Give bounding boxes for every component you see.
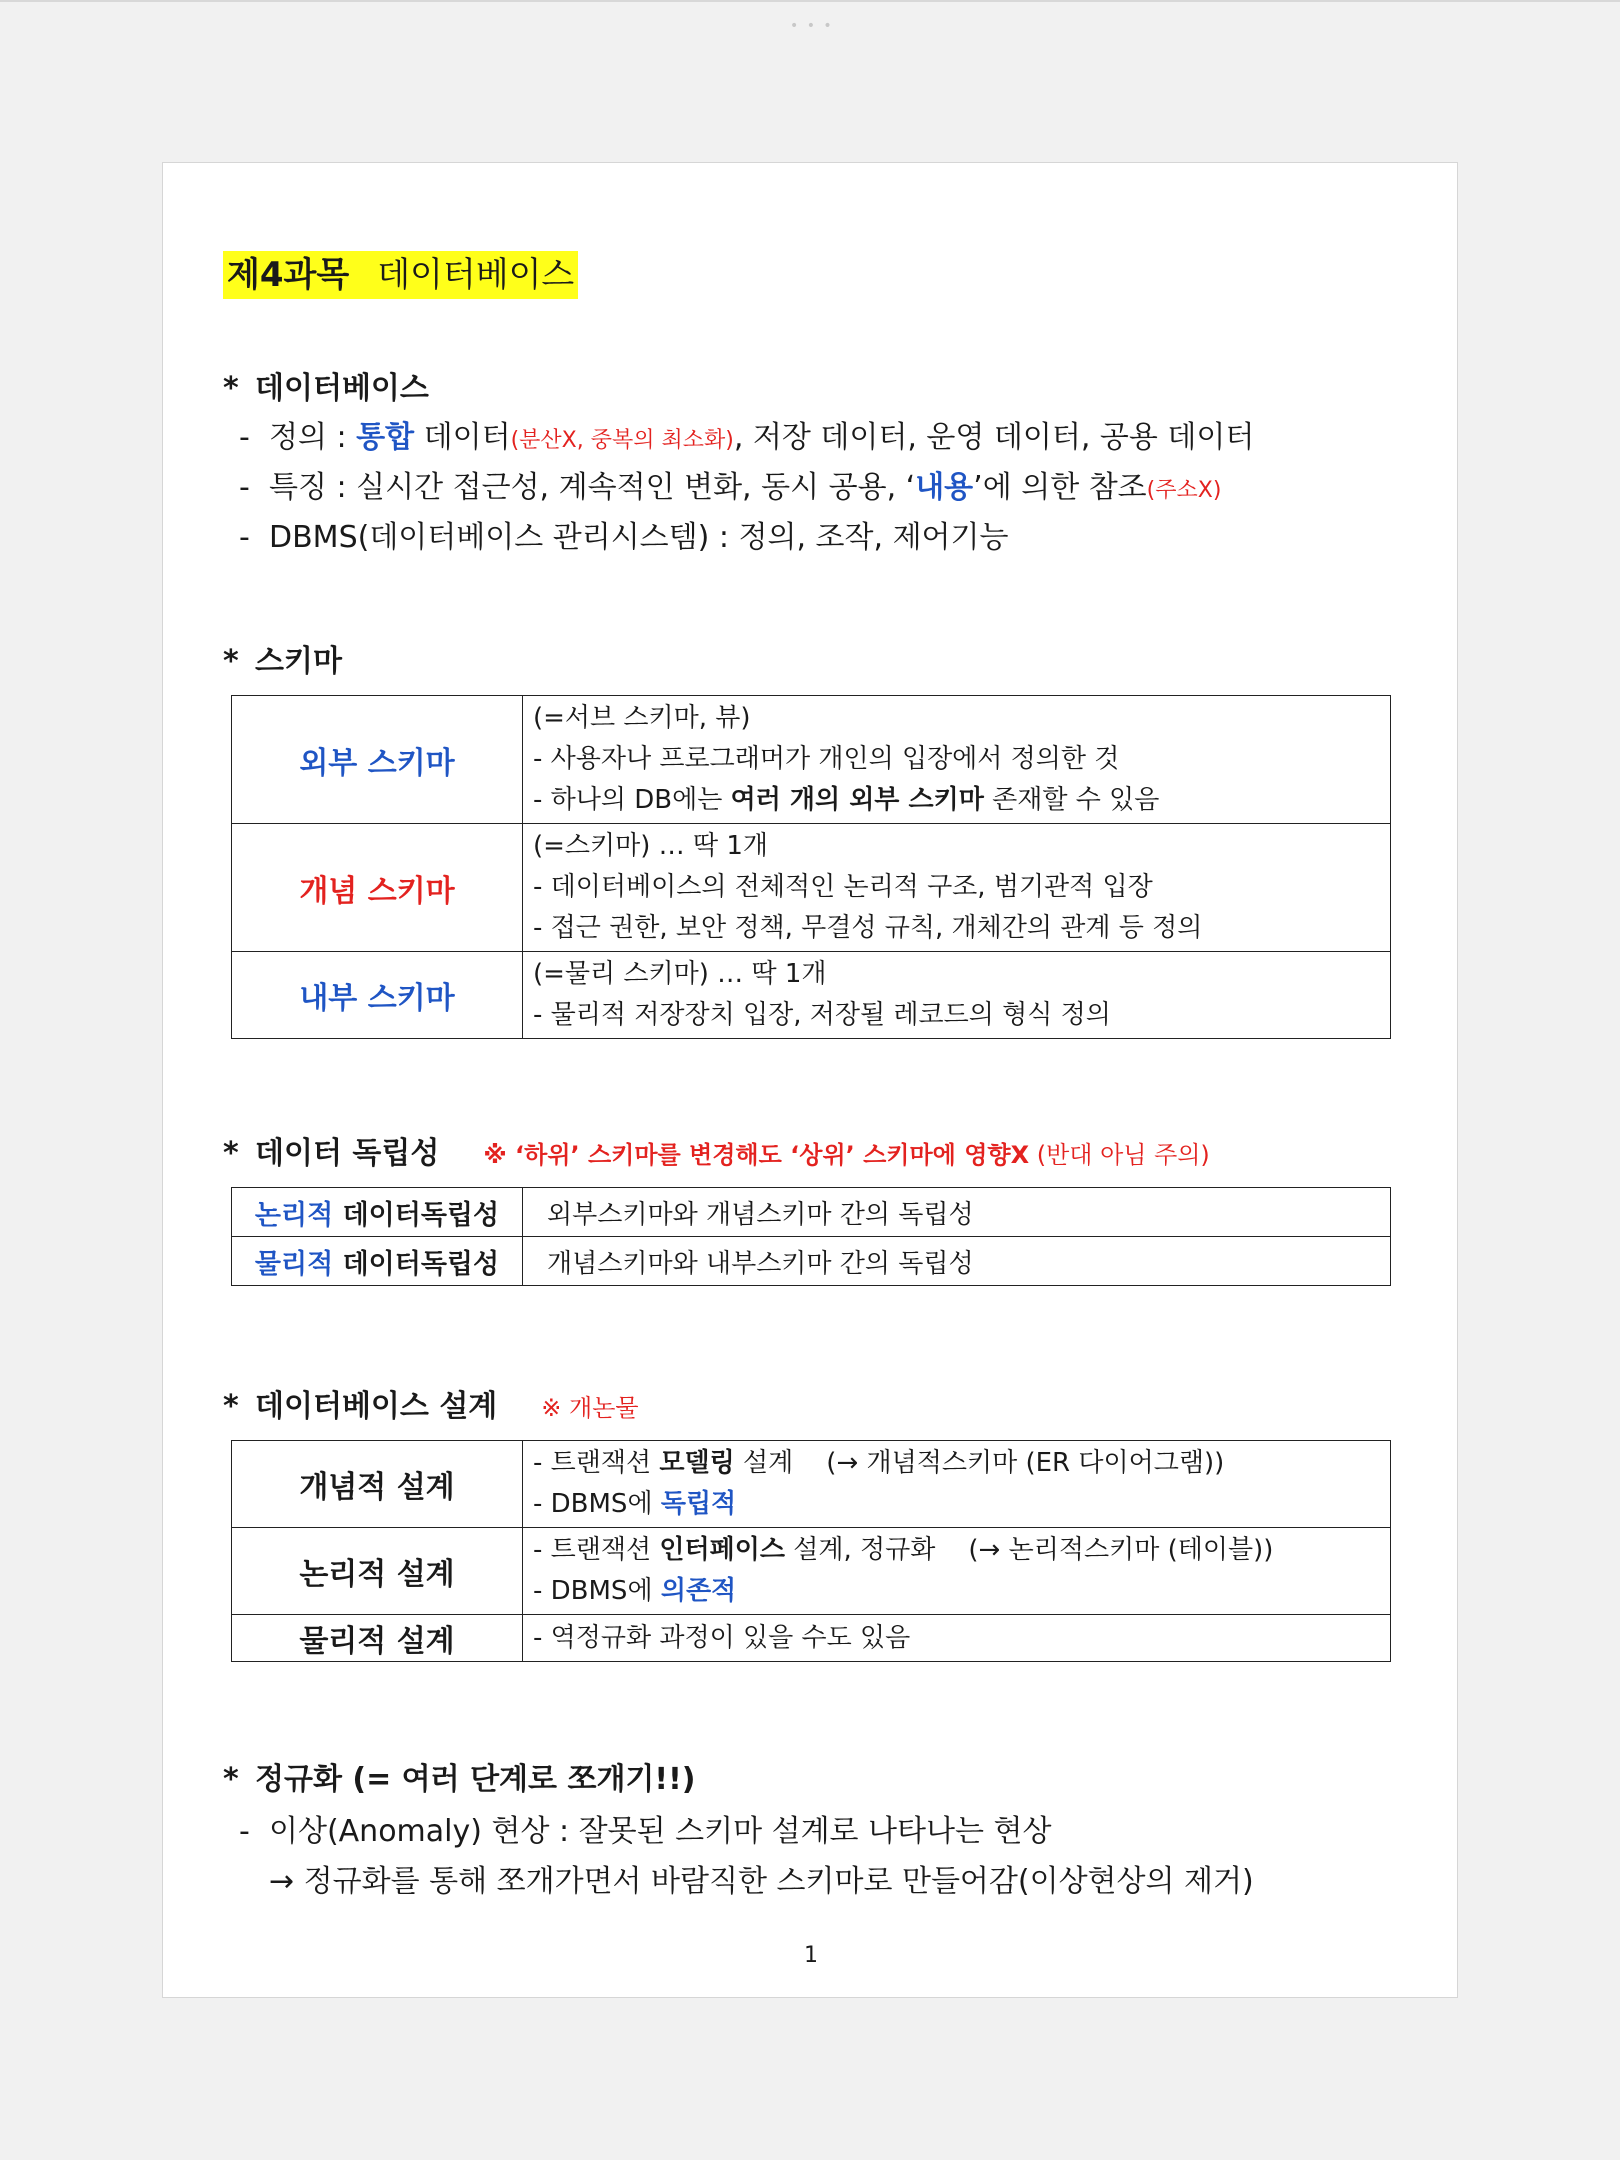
section-heading-design (223, 1381, 639, 1425)
blue-text: 독립적 (660, 1489, 737, 1519)
note-lite: (반대 아님 주의) (1029, 1141, 1210, 1169)
desc-line (533, 1443, 1380, 1484)
desc-line (533, 1530, 1380, 1571)
text: ’에 의한 참조 (973, 470, 1147, 505)
text: 데이터독립성 (333, 1248, 500, 1280)
desc-line: - 역정규화 과정이 있을 수도 있음 (533, 1622, 911, 1653)
schema-label-internal: 내부 스키마 (232, 952, 523, 1039)
document-page (162, 162, 1458, 1998)
design-label-logical: 논리적 설계 (232, 1528, 523, 1615)
section-heading-database (223, 363, 429, 407)
schema-desc (523, 696, 1391, 824)
text: 존재할 수 있음 (983, 785, 1160, 815)
desc-line (533, 1484, 1380, 1525)
bullet-star: * (223, 644, 239, 679)
desc-line (533, 780, 1380, 821)
design-desc (523, 1528, 1391, 1615)
text: - 트랜잭션 (533, 1448, 660, 1478)
schema-table (231, 695, 1391, 1039)
schema-label-external: 외부 스키마 (232, 696, 523, 824)
bold-text: 인터페이스 (659, 1535, 785, 1565)
title-highlight (223, 251, 578, 299)
blue-text: 논리적 (254, 1199, 334, 1231)
section-heading-normalization (223, 1754, 695, 1798)
text: 특징 : 실시간 접근성, 계속적인 변화, 동시 공용, ‘ (269, 470, 916, 505)
table-row (232, 1441, 1391, 1528)
page-number: 1 (804, 1943, 818, 1968)
text: - DBMS에 (533, 1489, 661, 1519)
independence-note (483, 1141, 1209, 1169)
dash: - (239, 470, 250, 505)
text: , 저장 데이터, 운영 데이터, 공용 데이터 (733, 420, 1255, 455)
desc-line: (=서브 스키마, 뷰) (533, 703, 751, 733)
heading-text: 데이터베이스 설계 (255, 1389, 498, 1424)
heading-text: 데이터베이스 (255, 371, 429, 406)
note-bold: ※ ‘하위’ 스키마를 변경해도 ‘상위’ 스키마에 영향X (483, 1141, 1030, 1169)
text: - DBMS에 (533, 1576, 661, 1606)
bold-text: 여러 개의 외부 스키마 (730, 785, 984, 815)
table-row (232, 1528, 1391, 1615)
schema-desc (523, 952, 1391, 1039)
text: 정의 : (269, 420, 357, 455)
independence-desc: 외부스키마와 개념스키마 간의 독립성 (523, 1188, 1391, 1237)
dash: - (239, 420, 250, 455)
red-note: (주소X) (1146, 478, 1222, 503)
table-row (232, 1237, 1391, 1286)
table-row (232, 1188, 1391, 1237)
schema-label-conceptual: 개념 스키마 (232, 824, 523, 952)
viewer-handle-dots: • • • (790, 18, 834, 34)
bold-text: 모델링 (659, 1448, 735, 1478)
desc-line: - 데이터베이스의 전체적인 논리적 구조, 범기관적 입장 (533, 872, 1153, 902)
text: 데이터 (414, 420, 511, 455)
desc-line: - 사용자나 프로그래머가 개인의 입장에서 정의한 것 (533, 744, 1120, 774)
heading-text: 정규화 (= 여러 단계로 쪼개기!!) (255, 1762, 696, 1797)
title-part2: 데이터베이스 (377, 255, 575, 295)
independence-label (232, 1237, 523, 1286)
heading-text: 스키마 (255, 644, 342, 679)
text: DBMS(데이터베이스 관리시스템) : 정의, 조작, 제어기능 (269, 520, 1009, 555)
normalization-line-1 (239, 1806, 1051, 1850)
section-heading-independence (223, 1128, 1210, 1172)
dash: - (239, 520, 250, 555)
heading-text: 데이터 독립성 (255, 1136, 440, 1171)
section-heading-schema (223, 636, 342, 680)
text: - 트랜잭션 (533, 1535, 660, 1565)
bullet-star: * (223, 1136, 239, 1171)
design-label-physical: 물리적 설계 (232, 1615, 523, 1662)
db-definition-line (239, 412, 1254, 456)
text: 데이터독립성 (333, 1199, 500, 1231)
dash: - (239, 1814, 250, 1849)
design-desc (523, 1615, 1391, 1662)
design-desc (523, 1441, 1391, 1528)
emphasis-text: 내용 (915, 470, 974, 505)
text: 설계 (→ 개념적스키마 (ER 다이어그램)) (734, 1448, 1225, 1478)
text: → 정규화를 통해 쪼개가면서 바람직한 스키마로 만들어감(이상현상의 제거) (269, 1864, 1254, 1899)
design-table (231, 1440, 1391, 1662)
db-dbms-line (239, 512, 1009, 556)
independence-label (232, 1188, 523, 1237)
title-part1: 제4과목 (227, 255, 350, 295)
emphasis-text: 통합 (356, 420, 415, 455)
viewer-top-border (0, 0, 1620, 2)
bullet-star: * (223, 371, 239, 406)
table-row (232, 696, 1391, 824)
blue-text: 물리적 (254, 1248, 334, 1280)
desc-line: - 물리적 저장장치 입장, 저장될 레코드의 형식 정의 (533, 1000, 1111, 1030)
desc-line: (=스키마) … 딱 1개 (533, 831, 768, 861)
schema-desc (523, 824, 1391, 952)
independence-desc: 개념스키마와 내부스키마 간의 독립성 (523, 1237, 1391, 1286)
design-note: ※ 개논물 (541, 1394, 639, 1422)
table-row (232, 1615, 1391, 1662)
bullet-star: * (223, 1389, 239, 1424)
bullet-star: * (223, 1762, 239, 1797)
desc-line (533, 1571, 1380, 1612)
desc-line: (=물리 스키마) … 딱 1개 (533, 959, 827, 989)
blue-text: 의존적 (660, 1576, 737, 1606)
design-label-conceptual: 개념적 설계 (232, 1441, 523, 1528)
db-feature-line (239, 462, 1221, 506)
text: - 하나의 DB에는 (533, 785, 731, 815)
table-row (232, 952, 1391, 1039)
text: 설계, 정규화 (→ 논리적스키마 (테이블)) (784, 1535, 1274, 1565)
red-note: (분산X, 중복의 최소화) (510, 428, 734, 453)
desc-line: - 접근 권한, 보안 정책, 무결성 규칙, 개체간의 관계 등 정의 (533, 913, 1203, 943)
table-row (232, 824, 1391, 952)
independence-table (231, 1187, 1391, 1286)
text: 이상(Anomaly) 현상 : 잘못된 스키마 설계로 나타나는 현상 (269, 1814, 1052, 1849)
page-title (223, 251, 578, 299)
normalization-line-2 (269, 1856, 1254, 1900)
